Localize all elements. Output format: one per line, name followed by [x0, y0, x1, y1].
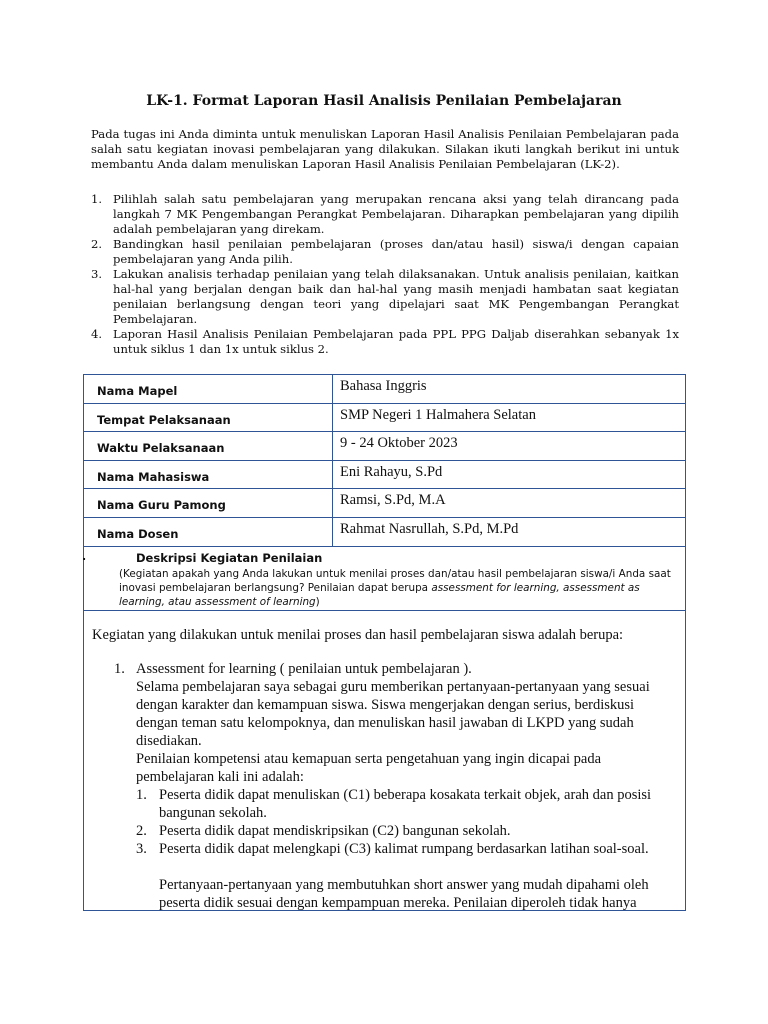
description-section [83, 545, 686, 611]
competency-item [136, 840, 676, 858]
item-number: 2. [136, 823, 147, 839]
document-title: LK-1. Format Laporan Hasil Analisis Penilaian Pembelajaran [146, 93, 622, 109]
item-number: 3. [136, 841, 147, 857]
item-number: 4. [91, 327, 103, 341]
item-text: Peserta didik dapat menuliskan (C1) beberapa kosakata terkait objek, arah dan posisi bangunan sekolah. [159, 787, 652, 821]
instruction-item [91, 237, 679, 267]
row-label: Nama Mapel [84, 375, 333, 403]
table-row [84, 518, 685, 547]
instruction-item [91, 267, 679, 327]
item-number: 3. [91, 267, 103, 281]
row-value: SMP Negeri 1 Halmahera Selatan [340, 406, 536, 423]
instruction-item [91, 192, 679, 237]
assessment-point [114, 660, 676, 911]
note-text: (Kegiatan apakah yang Anda lakukan untuk menilai proses dan/atau hasil pembelajaran siswa/i Anda saat inovasi pembelajaran berlangsung? Penilaian dapat berupa [119, 568, 671, 594]
section-note [119, 567, 679, 609]
item-text: Bandingkan hasil penilaian pembelajaran (proses dan/atau hasil) siswa/i dengan capaian pembelajaran yang Anda pilih. [113, 237, 679, 266]
item-text: Peserta didik dapat melengkapi (C3) kalimat rumpang berdasarkan latihan soal-soal. [159, 841, 649, 857]
note-italic-text: assessment for learning, assessment as learning, atau assessment of learning [119, 582, 640, 608]
competency-item [136, 786, 676, 822]
row-value: Ramsi, S.Pd, M.A [340, 492, 446, 508]
paragraph: Pertanyaan-pertanyaan yang membutuhkan short answer yang mudah dipahami oleh peserta didik sesuai dengan kempampuan mereka. Penilaian diperoleh tidak hanya [159, 877, 649, 911]
item-text: Peserta didik dapat mendiskripsikan (C2) bangunan sekolah. [159, 823, 511, 839]
row-label: Nama Mahasiswa [84, 461, 333, 489]
row-label: Waktu Pelaksanaan [84, 432, 333, 460]
item-text: Laporan Hasil Analisis Penilaian Pembelajaran pada PPL PPG Daljab diserahkan sebanyak 1x untuk siklus 1 dan 1x untuk siklus 2. [113, 327, 679, 356]
table-row [84, 375, 685, 404]
instruction-item [91, 327, 679, 357]
item-text: Pilihlah salah satu pembelajaran yang merupakan rencana aksi yang telah dirancang pada langkah 7 MK Pengembangan Perangkat Pembelajaran. Diharapkan pembelajaran yang dipilih adalah pembelajaran yang direkam. [113, 192, 679, 236]
table-row [84, 489, 685, 518]
section-marker: . [82, 550, 87, 563]
row-label: Nama Dosen [84, 518, 333, 547]
instruction-list [91, 192, 679, 357]
row-value: Bahasa Inggris [340, 378, 427, 394]
section-heading: Deskripsi Kegiatan Penilaian [136, 551, 323, 565]
row-label: Nama Guru Pamong [84, 489, 333, 517]
intro-paragraph: Pada tugas ini Anda diminta untuk menuliskan Laporan Hasil Analisis Penilaian Pembelajaran pada salah satu kegiatan inovasi pembelajaran yang dilakukan. Silakan ikuti langkah berikut ini untuk membantu Anda dalam menuliskan Laporan Hasil Analisis Penilaian Pembelajaran (LK-2). [91, 127, 679, 171]
item-number: 2. [91, 237, 103, 251]
row-value: Rahmat Nasrullah, S.Pd, M.Pd [340, 520, 519, 537]
table-row [84, 404, 685, 433]
row-value: 9 - 24 Oktober 2023 [340, 435, 458, 451]
description-content [83, 611, 686, 911]
competency-item [136, 822, 676, 840]
row-value: Eni Rahayu, S.Pd [340, 463, 443, 480]
item-number: 1. [91, 192, 103, 206]
paragraph: Penilaian kompetensi atau kemapuan serta pengetahuan yang ingin dicapai pada pembelajaran kali ini adalah: [136, 751, 602, 785]
table-row [84, 432, 685, 461]
point-number: 1. [114, 661, 125, 677]
content-intro: Kegiatan yang dilakukan untuk menilai proses dan hasil pembelajaran siswa adalah berupa: [92, 627, 624, 643]
identity-table [83, 374, 686, 547]
paragraph: Selama pembelajaran saya sebagai guru memberikan pertanyaan-pertanyaan yang sesuai dengan karakter dan kemampuan siswa. Siswa mengerjakan dengan serius, berdiskusi dengan teman satu kelompoknya, dan menuliskan hasil jawaban di LKPD yang sudah disediakan. [136, 679, 650, 749]
row-label: Tempat Pelaksanaan [84, 404, 333, 432]
item-number: 1. [136, 787, 147, 803]
table-row [84, 461, 685, 490]
item-text: Lakukan analisis terhadap penilaian yang telah dilaksanakan. Untuk analisis penilaian, kaitkan hal-hal yang berjalan dengan baik dan hal-hal yang masih menjadi hambatan saat kegiatan penilaian berlangsung dengan teori yang dipelajari saat MK Pengembangan Perangkat Pembelajaran. [113, 267, 679, 326]
point-title: Assessment for learning ( penilaian untuk pembelajaran ). [136, 661, 472, 677]
note-close: ) [315, 596, 320, 608]
